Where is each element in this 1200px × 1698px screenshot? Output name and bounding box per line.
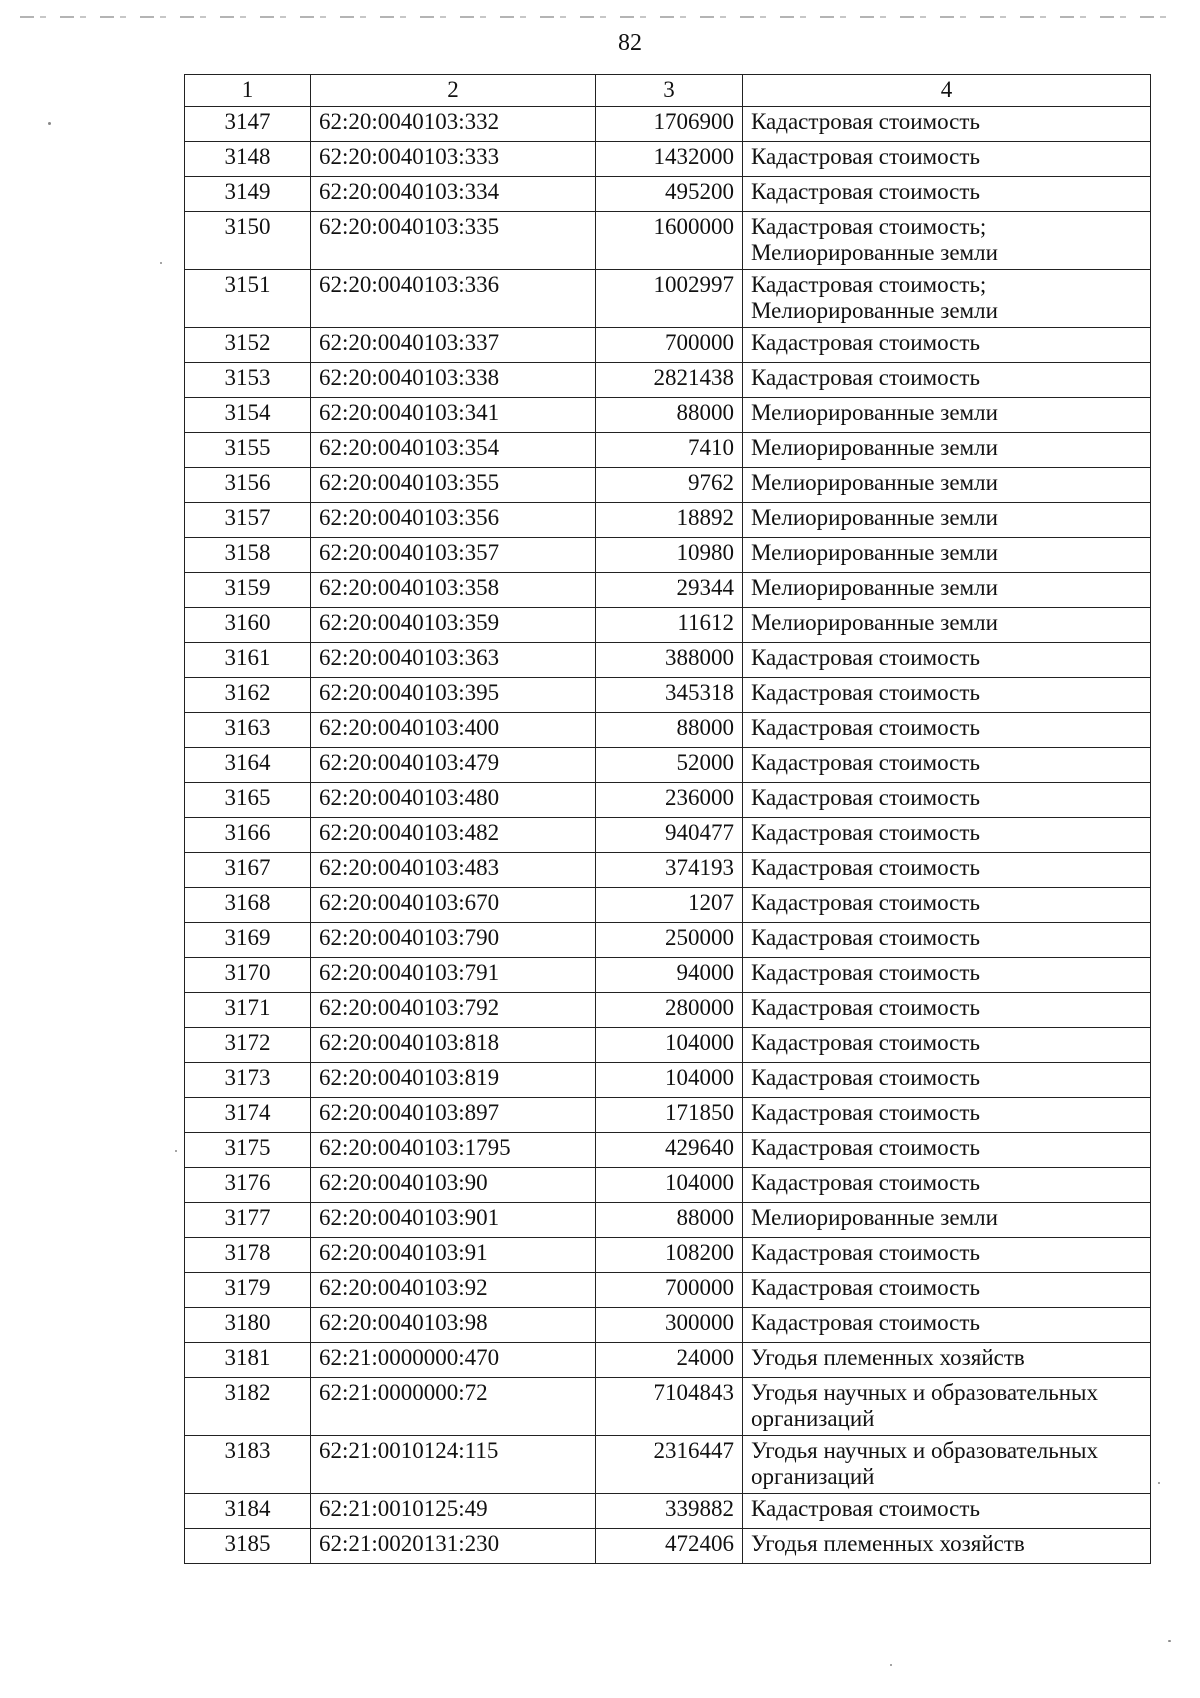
header-col-3: 3 [596,75,743,107]
cadastral-number: 62:20:0040103:359 [311,608,596,643]
description-cell: Кадастровая стоимость [743,748,1151,783]
row-number: 3172 [185,1028,311,1063]
table-row [185,142,1151,177]
row-number: 3179 [185,1273,311,1308]
row-number: 3183 [185,1436,311,1494]
scan-speck [160,262,162,264]
cadastral-number: 62:20:0040103:354 [311,433,596,468]
cadastral-number: 62:20:0040103:395 [311,678,596,713]
description-cell: Мелиорированные земли [743,398,1151,433]
row-number: 3148 [185,142,311,177]
value-cell: 104000 [596,1028,743,1063]
table-row [185,1098,1151,1133]
cadastral-number: 62:20:0040103:363 [311,643,596,678]
page-number: 82 [618,30,642,56]
row-number: 3178 [185,1238,311,1273]
table-row [185,748,1151,783]
cadastral-number: 62:20:0040103:338 [311,363,596,398]
value-cell: 345318 [596,678,743,713]
row-number: 3163 [185,713,311,748]
description-cell: Угодья племенных хозяйств [743,1529,1151,1564]
description-cell: Кадастровая стоимость [743,1133,1151,1168]
row-number: 3182 [185,1378,311,1436]
description-cell: Кадастровая стоимость [743,1494,1151,1529]
description-cell: Кадастровая стоимость [743,1238,1151,1273]
value-cell: 280000 [596,993,743,1028]
cadastral-number: 62:20:0040103:400 [311,713,596,748]
value-cell: 29344 [596,573,743,608]
row-number: 3171 [185,993,311,1028]
description-cell: Угодья научных и образовательных организаций [743,1378,1151,1436]
description-cell: Кадастровая стоимость [743,177,1151,212]
value-cell: 388000 [596,643,743,678]
value-cell: 700000 [596,328,743,363]
value-cell: 18892 [596,503,743,538]
table-row [185,1343,1151,1378]
description-cell: Кадастровая стоимость [743,643,1151,678]
description-cell: Кадастровая стоимость [743,853,1151,888]
description-cell: Кадастровая стоимость [743,363,1151,398]
description-cell: Кадастровая стоимость; Мелиорированные земли [743,212,1151,270]
description-cell: Кадастровая стоимость [743,1308,1151,1343]
table-row [185,1273,1151,1308]
cadastral-number: 62:20:0040103:482 [311,818,596,853]
table-row [185,363,1151,398]
row-number: 3173 [185,1063,311,1098]
table-row [185,573,1151,608]
value-cell: 495200 [596,177,743,212]
scan-artifact-line [20,16,1180,18]
row-number: 3162 [185,678,311,713]
table-row [185,503,1151,538]
description-cell: Угодья научных и образовательных организаций [743,1436,1151,1494]
cadastral-number: 62:20:0040103:337 [311,328,596,363]
value-cell: 2821438 [596,363,743,398]
table-row [185,1238,1151,1273]
table-row [185,328,1151,363]
scan-speck [1158,1482,1160,1484]
row-number: 3152 [185,328,311,363]
table-row [185,107,1151,142]
description-cell: Кадастровая стоимость [743,1098,1151,1133]
table-header-row [185,75,1151,107]
value-cell: 429640 [596,1133,743,1168]
scan-speck [175,1150,177,1152]
cadastral-number: 62:20:0040103:92 [311,1273,596,1308]
description-cell: Кадастровая стоимость [743,993,1151,1028]
table-row [185,1063,1151,1098]
row-number: 3175 [185,1133,311,1168]
row-number: 3185 [185,1529,311,1564]
description-cell: Мелиорированные земли [743,468,1151,503]
row-number: 3150 [185,212,311,270]
value-cell: 250000 [596,923,743,958]
row-number: 3174 [185,1098,311,1133]
value-cell: 1432000 [596,142,743,177]
row-number: 3156 [185,468,311,503]
table-row [185,398,1151,433]
table-row [185,1436,1151,1494]
description-cell: Кадастровая стоимость [743,783,1151,818]
row-number: 3177 [185,1203,311,1238]
row-number: 3160 [185,608,311,643]
table-row [185,1529,1151,1564]
description-cell: Мелиорированные земли [743,573,1151,608]
land-registry-table [184,74,1151,1564]
row-number: 3149 [185,177,311,212]
description-cell: Кадастровая стоимость; Мелиорированные земли [743,270,1151,328]
description-cell: Мелиорированные земли [743,433,1151,468]
row-number: 3166 [185,818,311,853]
row-number: 3176 [185,1168,311,1203]
table-row [185,1378,1151,1436]
table-row [185,888,1151,923]
description-cell: Мелиорированные земли [743,538,1151,573]
cadastral-number: 62:20:0040103:1795 [311,1133,596,1168]
value-cell: 236000 [596,783,743,818]
cadastral-number: 62:20:0040103:818 [311,1028,596,1063]
table-row [185,1494,1151,1529]
header-col-4: 4 [743,75,1151,107]
value-cell: 1706900 [596,107,743,142]
row-number: 3153 [185,363,311,398]
cadastral-number: 62:20:0040103:819 [311,1063,596,1098]
cadastral-number: 62:20:0040103:335 [311,212,596,270]
table-row [185,538,1151,573]
table-row [185,177,1151,212]
row-number: 3158 [185,538,311,573]
scan-speck [48,122,51,125]
value-cell: 108200 [596,1238,743,1273]
row-number: 3155 [185,433,311,468]
description-cell: Мелиорированные земли [743,608,1151,643]
cadastral-number: 62:20:0040103:355 [311,468,596,503]
value-cell: 1207 [596,888,743,923]
description-cell: Мелиорированные земли [743,503,1151,538]
cadastral-number: 62:21:0010124:115 [311,1436,596,1494]
table-row [185,678,1151,713]
table-row [185,608,1151,643]
row-number: 3147 [185,107,311,142]
cadastral-number: 62:20:0040103:357 [311,538,596,573]
table-row [185,1308,1151,1343]
value-cell: 10980 [596,538,743,573]
cadastral-number: 62:20:0040103:98 [311,1308,596,1343]
description-cell: Кадастровая стоимость [743,328,1151,363]
row-number: 3184 [185,1494,311,1529]
description-cell: Кадастровая стоимость [743,1063,1151,1098]
value-cell: 9762 [596,468,743,503]
description-cell: Кадастровая стоимость [743,888,1151,923]
value-cell: 88000 [596,398,743,433]
row-number: 3167 [185,853,311,888]
value-cell: 104000 [596,1168,743,1203]
cadastral-number: 62:21:0000000:72 [311,1378,596,1436]
table-row [185,270,1151,328]
value-cell: 7410 [596,433,743,468]
scan-speck [1168,1640,1171,1642]
description-cell: Мелиорированные земли [743,1203,1151,1238]
table-row [185,993,1151,1028]
description-cell: Кадастровая стоимость [743,107,1151,142]
cadastral-number: 62:21:0000000:470 [311,1343,596,1378]
description-cell: Кадастровая стоимость [743,713,1151,748]
row-number: 3164 [185,748,311,783]
cadastral-number: 62:20:0040103:336 [311,270,596,328]
value-cell: 300000 [596,1308,743,1343]
table-row [185,468,1151,503]
row-number: 3180 [185,1308,311,1343]
value-cell: 52000 [596,748,743,783]
table-row [185,923,1151,958]
row-number: 3169 [185,923,311,958]
table-row [185,958,1151,993]
description-cell: Кадастровая стоимость [743,142,1151,177]
cadastral-number: 62:20:0040103:901 [311,1203,596,1238]
value-cell: 700000 [596,1273,743,1308]
row-number: 3151 [185,270,311,328]
description-cell: Кадастровая стоимость [743,1028,1151,1063]
row-number: 3168 [185,888,311,923]
value-cell: 1002997 [596,270,743,328]
row-number: 3181 [185,1343,311,1378]
row-number: 3161 [185,643,311,678]
cadastral-number: 62:20:0040103:897 [311,1098,596,1133]
table-row [185,853,1151,888]
table-row [185,1203,1151,1238]
value-cell: 88000 [596,1203,743,1238]
cadastral-number: 62:21:0020131:230 [311,1529,596,1564]
value-cell: 171850 [596,1098,743,1133]
value-cell: 88000 [596,713,743,748]
cadastral-number: 62:21:0010125:49 [311,1494,596,1529]
table-row [185,818,1151,853]
table-row [185,1028,1151,1063]
table-row [185,783,1151,818]
cadastral-number: 62:20:0040103:790 [311,923,596,958]
description-cell: Кадастровая стоимость [743,1168,1151,1203]
cadastral-number: 62:20:0040103:358 [311,573,596,608]
row-number: 3165 [185,783,311,818]
cadastral-number: 62:20:0040103:90 [311,1168,596,1203]
description-cell: Кадастровая стоимость [743,958,1151,993]
row-number: 3154 [185,398,311,433]
cadastral-number: 62:20:0040103:792 [311,993,596,1028]
value-cell: 1600000 [596,212,743,270]
cadastral-number: 62:20:0040103:479 [311,748,596,783]
cadastral-number: 62:20:0040103:333 [311,142,596,177]
value-cell: 339882 [596,1494,743,1529]
header-col-1: 1 [185,75,311,107]
cadastral-number: 62:20:0040103:332 [311,107,596,142]
value-cell: 472406 [596,1529,743,1564]
value-cell: 11612 [596,608,743,643]
value-cell: 374193 [596,853,743,888]
scan-speck [890,1664,892,1666]
cadastral-number: 62:20:0040103:670 [311,888,596,923]
table-body [185,107,1151,1564]
row-number: 3159 [185,573,311,608]
value-cell: 2316447 [596,1436,743,1494]
header-col-2: 2 [311,75,596,107]
value-cell: 24000 [596,1343,743,1378]
row-number: 3157 [185,503,311,538]
description-cell: Угодья племенных хозяйств [743,1343,1151,1378]
table-row [185,433,1151,468]
table-row [185,713,1151,748]
value-cell: 940477 [596,818,743,853]
cadastral-number: 62:20:0040103:480 [311,783,596,818]
table-row [185,1133,1151,1168]
table-row [185,643,1151,678]
table-row [185,1168,1151,1203]
cadastral-number: 62:20:0040103:334 [311,177,596,212]
value-cell: 104000 [596,1063,743,1098]
description-cell: Кадастровая стоимость [743,1273,1151,1308]
cadastral-number: 62:20:0040103:91 [311,1238,596,1273]
cadastral-number: 62:20:0040103:791 [311,958,596,993]
value-cell: 7104843 [596,1378,743,1436]
row-number: 3170 [185,958,311,993]
description-cell: Кадастровая стоимость [743,923,1151,958]
table-row [185,212,1151,270]
description-cell: Кадастровая стоимость [743,818,1151,853]
cadastral-number: 62:20:0040103:483 [311,853,596,888]
cadastral-number: 62:20:0040103:341 [311,398,596,433]
value-cell: 94000 [596,958,743,993]
cadastral-number: 62:20:0040103:356 [311,503,596,538]
description-cell: Кадастровая стоимость [743,678,1151,713]
